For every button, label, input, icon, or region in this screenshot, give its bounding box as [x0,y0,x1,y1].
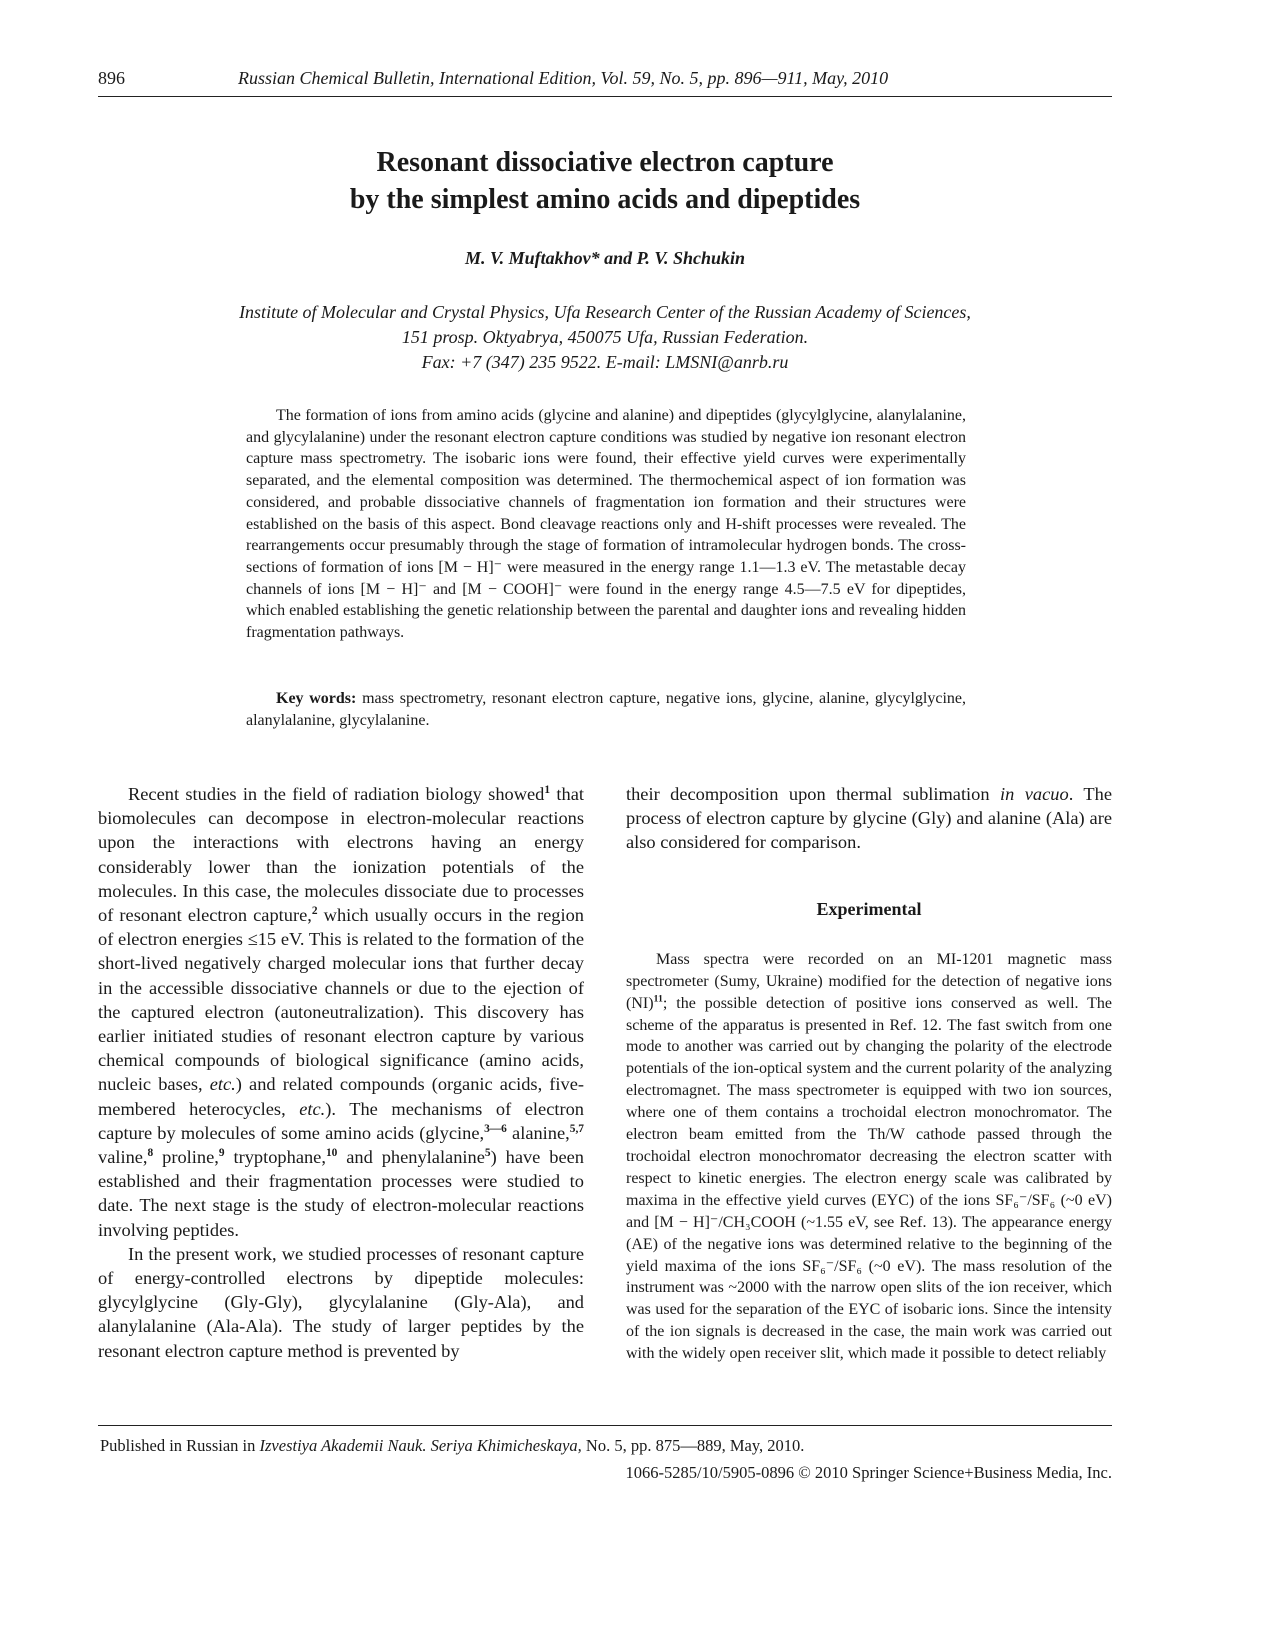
experimental-paragraph: Mass spectra were recorded on an MI-1201 magnetic mass spectrometer (Sumy, Ukraine) modified for the detection of negative ions (NI)$^{11}$; the possible detection of positive ions conserved as well. The scheme of the apparatus is presented in Ref. 12. The fast switch from one mode to another was carried out by changing the polarity of the electrode potentials of the ion-optical system and the current polarity of the analyzing electromagnet. The mass spectrometer is equipped with two ion sources, where one of them contains a trochoidal electron monochromator. The electron beam emitted from the Th/W cathode passed through the trochoidal electron monochromator decreasing the electron scatter with respect to kinetic energies. The electron energy scale was calibrated by maxima in the effective yield curves (EYC) of the ions SF₆⁻/SF₆ (~0 eV) and [M − H]⁻/CH₃COOH (~1.55 eV, see Ref. 13). The appearance energy (AE) of the negative ions was determined relative to the beginning of the yield maxima of the ions SF₆⁻/SF₆ (~0 eV). The mass resolution of the instrument was ~2000 with the narrow open slits of the ion receiver, which was used for the separation of the EYC of isobaric ions. Since the intensity of the ion signals is decreased in the case, the main work was carried out with the widely open receiver slit, which made it possible to detect reliably [626,950,1112,1363]
intro-paragraph-continued: their decomposition upon thermal sublimation in vacuo. The process of electron capture by glycine (Gly) and alanine (Ala) are also considered for comparison. [626,784,1112,853]
right-column [626,782,1112,1365]
article-title [0,144,1210,218]
intro-paragraph-2: In the present work, we studied processes of resonant capture of energy-controlled electrons by dipeptide molecules: glycylglycine (Gly-Gly), glycylalanine (Gly-Ala), and alanylalanine (Ala-Ala). The study of larger peptides by the resonant electron capture method is prevented by [98,1243,584,1361]
intro-paragraph-1: Recent studies in the field of radiation biology showed$^1$ that biomolecules can decompose in electron-molecular reactions upon the interactions with electrons having an energy considerably lower than the ionization potentials of the molecules. In this case, the molecules dissociate due to processes of resonant electron capture,$^2$ which usually occurs in the region of electron energies ≤15 eV. This is related to the formation of the short-lived negatively charged molecular ions that further decay in the accessible dissociative channels or due to the ejection of the captured electron (autoneutralization). This discovery has earlier initiated studies of resonant electron capture by various chemical compounds of biological significance (amino acids, nucleic bases, etc.) and related compounds (organic acids, five-membered heterocycles, etc.). The mechanisms of electron capture by molecules of some amino acids (glycine,$^{3—6}$ alanine,$^{5,7}$ valine,$^8$ proline,$^9$ tryptophane,$^{10}$ and phenylalanine$^5$) have been established and their fragmentation processes were studied to date. The next stage is the study of electron-molecular reactions involving peptides. [98,783,585,1240]
running-header [98,66,1112,97]
affiliation-line-1: Institute of Molecular and Crystal Physics, Ufa Research Center of the Russian Academy of Sciences, [239,302,971,322]
keywords-text: mass spectrometry, resonant electron capture, negative ions, glycine, alanine, glycylglycine, alanylalanine, glycylalanine. [246,690,967,729]
published-note: Published in Russian in Izvestiya Akademii Nauk. Seriya Khimicheskaya, No. 5, pp. 875—889, May, 2010. [100,1436,805,1455]
footer-divider [98,1425,1112,1426]
affiliation [0,300,1210,375]
title-line-1: Resonant dissociative electron capture [376,147,834,178]
abstract-text: The formation of ions from amino acids (glycine and alanine) and dipeptides (glycylglycine, alanylalanine, and glycylalanine) under the resonant electron capture conditions was studied by negative ion resonant electron capture mass spectrometry. The isobaric ions were found, their effective yield curves were experimentally separated, and the elemental composition was determined. The thermochemical aspect of ion formation was considered, and probable dissociative channels of fragmentation ion formation and their structures were established on the basis of this aspect. Bond cleavage reactions only and H-shift processes were revealed. The rearrangements occur presumably through the stage of formation of intramolecular hydrogen bonds. The cross-sections of formation of ions [M − H]⁻ were measured in the energy range 1.1—1.3 eV. The metastable decay channels of ions [M − H]⁻ and [M − COOH]⁻ were found in the energy range 4.5—7.5 eV for dipeptides, which enabled establishing the genetic relationship between the parental and daughter ions and revealing hidden fragmentation pathways. [246,407,966,642]
authors: M. V. Muftakhov* and P. V. Shchukin [464,248,746,268]
page-number: 896 [98,68,125,88]
journal-citation: Russian Chemical Bulletin, International Edition, Vol. 59, No. 5, pp. 896—911, May, 2010 [238,68,889,88]
left-column [98,782,584,1363]
keywords-label: Key words: [276,690,357,707]
keywords [246,688,966,731]
affiliation-line-3: Fax: +7 (347) 235 9522. E-mail: LMSNI@anrb.ru [421,352,789,372]
affiliation-line-2: 151 prosp. Oktyabrya, 450075 Ufa, Russian Federation. [401,327,809,347]
experimental-section [626,949,1112,1365]
title-line-2: by the simplest amino acids and dipeptides [349,184,861,215]
section-heading-experimental: Experimental [816,898,922,919]
abstract [246,405,966,644]
copyright-line: 1066-5285/10/5905-0896 © 2010 Springer Science+Business Media, Inc. [625,1463,1112,1482]
